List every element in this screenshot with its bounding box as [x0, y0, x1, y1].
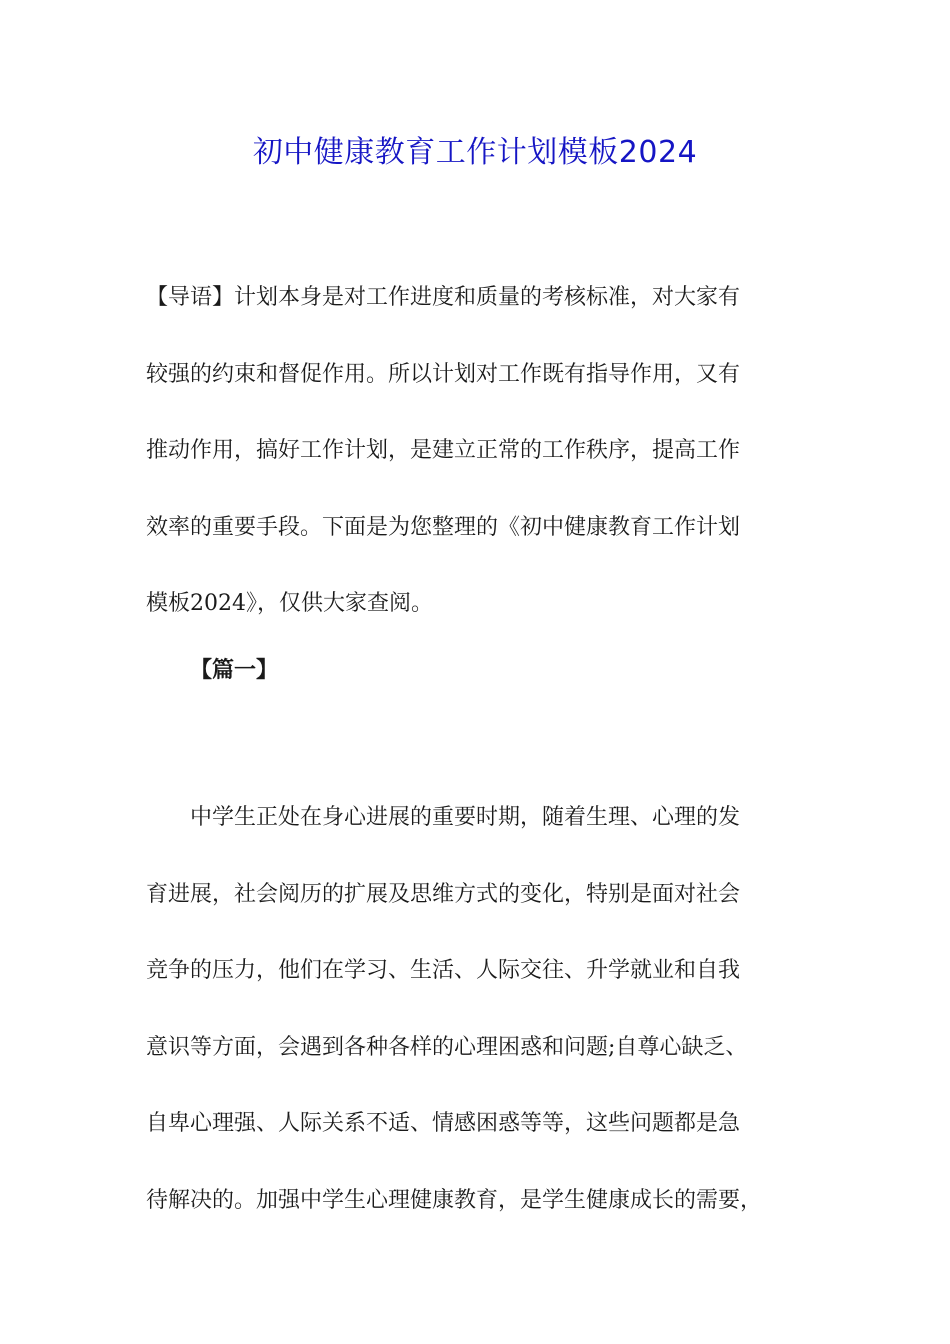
body-paragraph — [146, 780, 816, 1239]
intro-line: 推动作用，搞好工作计划，是建立正常的工作秩序，提高工作 — [146, 438, 741, 463]
body-line: 自卑心理强、人际关系不适、情感困惑等等，这些问题都是急 — [146, 1111, 741, 1136]
body-line: 意识等方面，会遇到各种各样的心理困惑和问题;自尊心缺乏、 — [146, 1034, 748, 1060]
section-heading: 【篇一】 — [190, 657, 279, 683]
body-line: 竞争的压力，他们在学习、生活、人际交往、升学就业和自我 — [146, 958, 741, 983]
intro-paragraph — [146, 260, 816, 643]
body-line: 待解决的。加强中学生心理健康教育，是学生健康成长的需要， — [146, 1187, 763, 1213]
intro-line: 较强的约束和督促作用。所以计划对工作既有指导作用，又有 — [146, 361, 741, 387]
intro-line: 【导语】计划本身是对工作进度和质量的考核标准，对大家有 — [146, 285, 741, 310]
body-line: 中学生正处在身心进展的重要时期，随着生理、心理的发 — [190, 805, 741, 830]
body-line: 育进展，社会阅历的扩展及思维方式的变化，特别是面对社会 — [146, 881, 741, 907]
intro-line: 效率的重要手段。下面是为您整理的《初中健康教育工作计划 — [146, 514, 741, 540]
document-title: 初中健康教育工作计划模板2024 — [252, 135, 698, 170]
intro-line: 模板2024》，仅供大家查阅。 — [146, 591, 433, 616]
